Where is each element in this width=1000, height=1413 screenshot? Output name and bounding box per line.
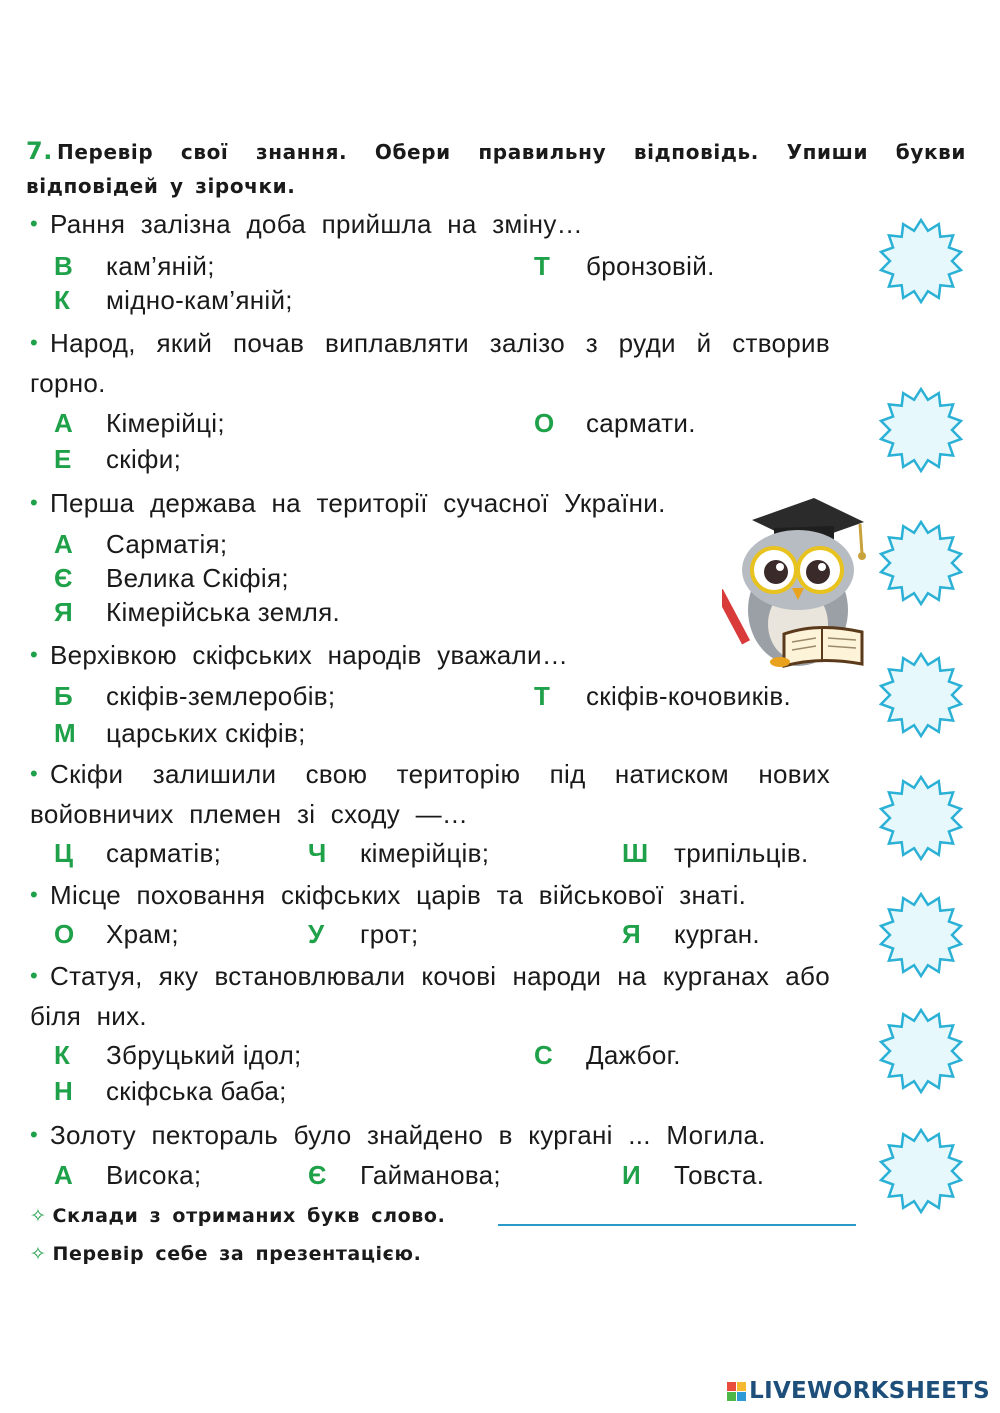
option-1a: В кам’яній; — [54, 251, 215, 281]
tassel-end — [858, 552, 866, 560]
answer-star-6[interactable] — [878, 892, 964, 978]
bullet-icon: • — [30, 761, 39, 786]
word-answer-input[interactable] — [498, 1224, 856, 1226]
bullet-icon: • — [30, 963, 39, 988]
cap-tassel — [860, 524, 862, 554]
star-shape — [881, 654, 961, 736]
option-3a: А Сарматія; — [54, 529, 228, 559]
star-shape — [881, 220, 961, 302]
option-7b: С Дажбог. — [534, 1040, 681, 1070]
star-shape — [881, 894, 961, 976]
right-pupil — [806, 560, 830, 584]
option-3b: Є Велика Скіфія; — [54, 563, 289, 593]
option-2c: Е скіфи; — [54, 444, 182, 474]
question-1 — [30, 205, 830, 245]
question-4 — [30, 636, 830, 676]
question-text: Верхівкою скіфських народів уважали… — [50, 640, 569, 670]
question-5 — [30, 755, 830, 833]
star-shape — [881, 389, 961, 471]
bullet-icon: • — [30, 211, 39, 236]
bullet-icon: • — [30, 490, 39, 515]
star-shape — [881, 777, 961, 859]
brand-mark-icon — [727, 1382, 746, 1401]
option-5b: Ч кімерійців; — [308, 838, 490, 868]
pencil — [722, 589, 750, 644]
option-1c: К мідно-кам’яній; — [54, 285, 293, 315]
answer-star-3[interactable] — [878, 520, 964, 606]
question-6 — [30, 876, 840, 916]
brand-logo — [727, 1378, 990, 1404]
star-shape — [881, 1130, 961, 1212]
task-number: 7. — [26, 137, 54, 165]
option-1b: Т бронзовій. — [534, 251, 715, 281]
owl-foot — [770, 657, 790, 667]
question-3 — [30, 484, 830, 524]
bullet-icon: • — [30, 1122, 39, 1147]
option-8c: И Товста. — [622, 1160, 765, 1190]
compose-word-instruction: ✧ Склади з отриманих букв слово. — [30, 1205, 446, 1227]
star-shape — [881, 522, 961, 604]
answer-star-2[interactable] — [878, 387, 964, 473]
check-presentation-instruction: ✧ Перевір себе за презентацією. — [30, 1243, 422, 1265]
question-text: Статуя, яку встановлювали кочові народи на курганах або біля них. — [30, 961, 830, 1031]
answer-star-1[interactable] — [878, 218, 964, 304]
question-text: Народ, який почав виплавляти залізо з руди й створив горно. — [30, 328, 830, 398]
left-pupil — [764, 560, 788, 584]
right-eye-glint — [818, 563, 826, 571]
diamond-bullet-icon: ✧ — [30, 1243, 47, 1265]
answer-star-4[interactable] — [878, 652, 964, 738]
question-8 — [30, 1116, 870, 1156]
option-8a: А Висока; — [54, 1160, 202, 1190]
option-7c: Н скіфська баба; — [54, 1076, 287, 1106]
bullet-icon: • — [30, 882, 39, 907]
bullet-icon: • — [30, 330, 39, 355]
question-text: Місце поховання скіфських царів та військової знаті. — [50, 880, 747, 910]
option-2a: А Кімерійці; — [54, 408, 225, 438]
answer-star-5[interactable] — [878, 775, 964, 861]
option-8b: Є Гайманова; — [308, 1160, 501, 1190]
answer-star-7[interactable] — [878, 1008, 964, 1094]
option-6c: Я курган. — [622, 919, 760, 949]
option-4c: М царських скіфів; — [54, 718, 306, 748]
question-text: Перша держава на території сучасної України. — [50, 488, 666, 518]
question-text: Рання залізна доба прийшла на зміну… — [50, 209, 583, 239]
bullet-icon: • — [30, 642, 39, 667]
option-4b: Т скіфів-кочовиків. — [534, 681, 791, 711]
star-shape — [881, 1010, 961, 1092]
option-7a: К Збруцький ідол; — [54, 1040, 302, 1070]
question-text: Золоту пектораль було знайдено в кургані ... Могила. — [50, 1120, 766, 1150]
task-text: Перевір свої знання. Обери правильну відповідь. Упиши букви відповідей у зірочки. — [26, 140, 966, 198]
brand-name: LIVEWORKSHEETS — [749, 1378, 990, 1404]
task-instructions — [26, 134, 966, 203]
option-5a: Ц сарматів; — [54, 838, 222, 868]
option-6b: У грот; — [308, 919, 419, 949]
option-4a: Б скіфів-землеробів; — [54, 681, 336, 711]
option-6a: О Храм; — [54, 919, 179, 949]
question-text: Скіфи залишили свою територію під натиском нових войовничих племен зі сходу —… — [30, 759, 830, 829]
diamond-bullet-icon: ✧ — [30, 1205, 47, 1227]
question-7 — [30, 957, 830, 1035]
answer-star-8[interactable] — [878, 1128, 964, 1214]
option-3c: Я Кімерійська земля. — [54, 597, 341, 627]
option-2b: О сармати. — [534, 408, 696, 438]
owl-scholar-illustration — [722, 492, 868, 670]
question-2 — [30, 324, 830, 402]
option-5c: Ш трипільців. — [622, 838, 809, 868]
left-eye-glint — [776, 563, 784, 571]
